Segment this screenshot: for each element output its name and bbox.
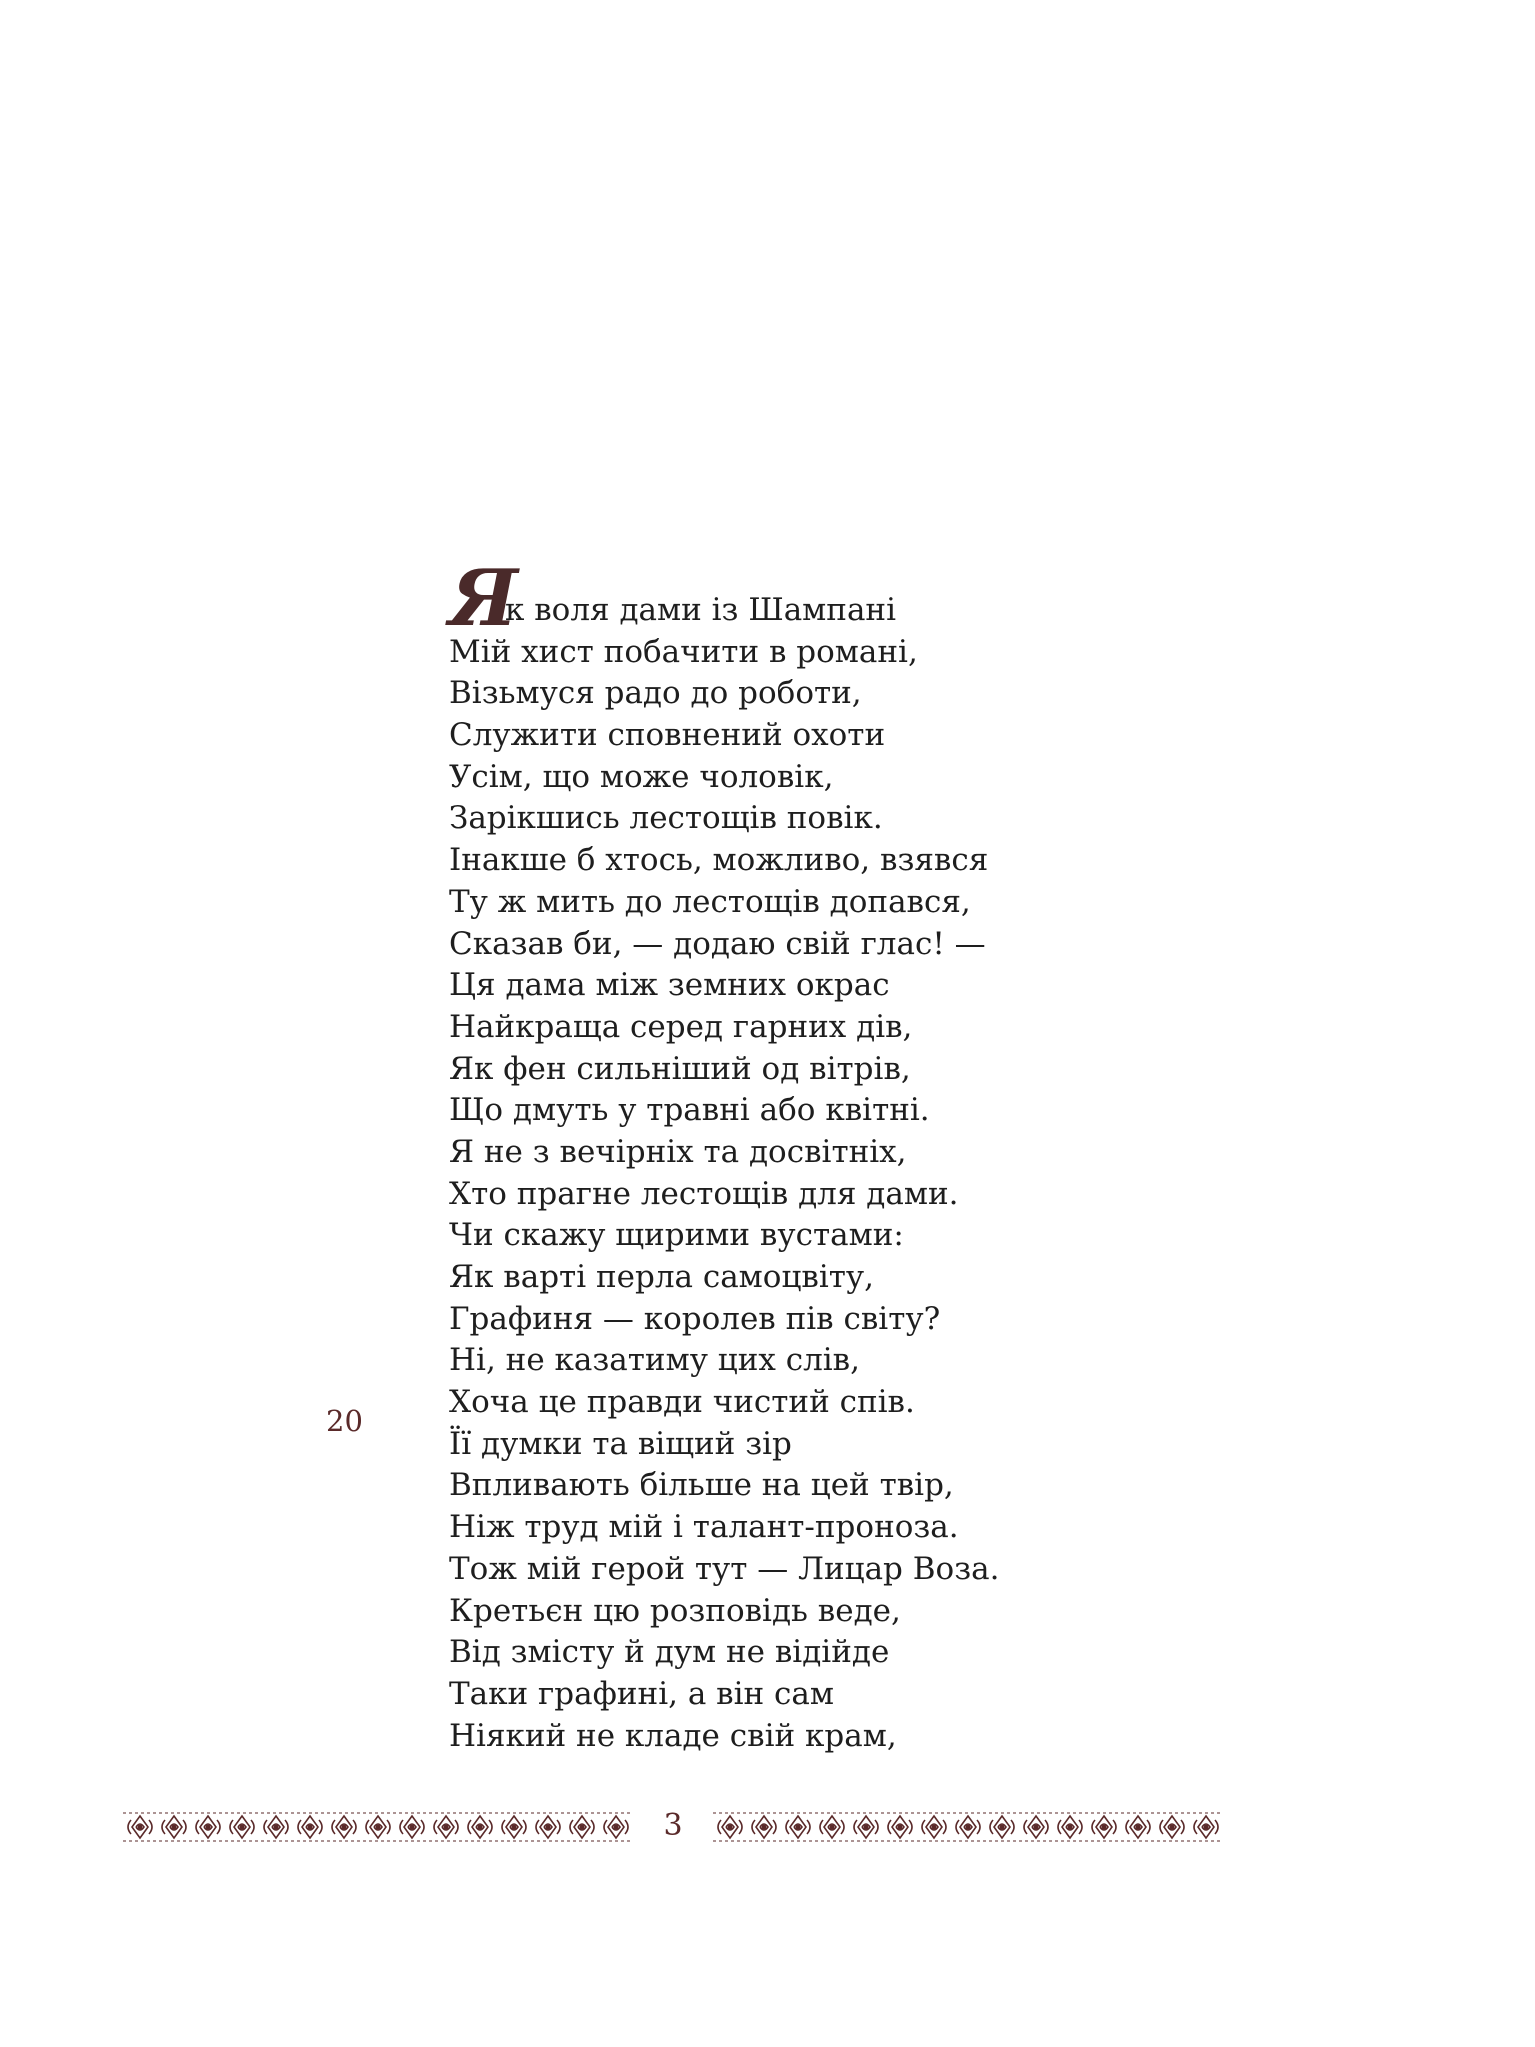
poem-line: Служити сповнений охоти [449, 717, 886, 754]
ornament-border-right-icon [713, 1810, 1223, 1844]
poem-line: Зарікшись лестощів повік. [449, 800, 883, 837]
poem-line: Від змісту й дум не відійде [449, 1634, 890, 1671]
poem-line: Як варті перла самоцвіту, [449, 1259, 875, 1295]
poem-line: Хоча це правди чистий спів. [449, 1384, 915, 1421]
poem-line: Я не з вечірніх та досвітніх, [449, 1133, 907, 1170]
poem-line: Сказав би, — додаю свій глас! — [449, 925, 986, 962]
poem-first-line-text: к воля дами із Шампані [505, 592, 897, 628]
poem-line: Чи скажу щирими вустами: [449, 1217, 904, 1254]
drop-cap: Я [449, 553, 518, 644]
poem-line: Що дмуть у травні або квітні. [449, 1092, 930, 1129]
ornament-border-left-icon [123, 1810, 633, 1844]
page-footer [123, 1810, 1223, 1844]
poem-line: Мій хист побачити в романі, [449, 633, 918, 670]
poem [449, 553, 1149, 1757]
poem-line: Ту ж мить до лестощів допався, [449, 883, 971, 920]
poem-line: Усім, що може чоловік, [449, 758, 834, 795]
poem-lines [449, 632, 1149, 1758]
line-number-20: 20 [326, 1404, 363, 1438]
poem-line: Ніякий не кладе свій крам, [449, 1717, 897, 1754]
poem-line: Ні, не казатиму цих слів, [449, 1342, 860, 1379]
poem-line: Інакше б хтось, можливо, взявся [449, 842, 989, 879]
poem-line: Найкраща серед гарних дів, [449, 1008, 913, 1045]
poem-line: Ця дама між земних окрас [449, 967, 890, 1004]
poem-line: Її думки та віщий зір [449, 1425, 792, 1462]
poem-line: Як фен сильніший од вітрів, [449, 1050, 911, 1087]
poem-line: Візьмуся радо до роботи, [449, 675, 862, 712]
poem-line: Кретьєн цю розповідь веде, [449, 1592, 901, 1629]
poem-line: Графиня — королев пів світу? [449, 1300, 941, 1337]
poem-line-first [449, 553, 1149, 644]
poem-line: Ніж труд мій і талант-проноза. [449, 1509, 959, 1546]
page-number: 3 [663, 1808, 683, 1843]
poem-line: Хто прагне лестощів для дами. [449, 1175, 959, 1212]
poem-line: Тож мій герой тут — Лицар Воза. [449, 1550, 1000, 1587]
poem-line: Впливають більше на цей твір, [449, 1467, 954, 1504]
poem-line: Таки графині, а він сам [449, 1675, 835, 1712]
